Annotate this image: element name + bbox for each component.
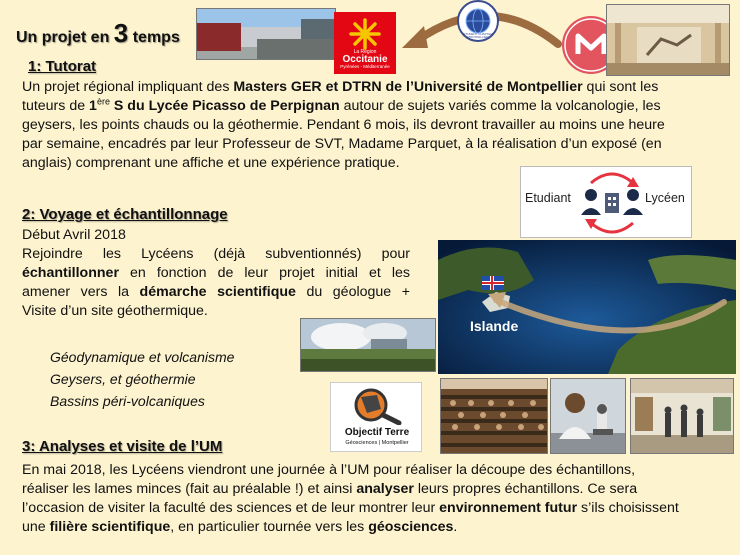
page-title: Un projet en 3 temps [16,18,180,48]
section2-date: Début Avril 2018 [22,227,126,243]
magnifier-icon [347,385,407,425]
objectif-terre-sub: Géosciences | Montpellier [345,440,409,446]
occitanie-name: Occitanie [342,54,388,65]
topic-item-geodynamique: Géodynamique et volcanisme [50,349,235,365]
campus-photo [196,8,336,60]
microscope-photo [550,378,626,454]
section1-text: Un projet régional impliquant des Masters GER et DTRN de l’Université de Montpellier qui sont les tuteurs de 1ère S du Lycée Picasso de Perpignan autour de sujets variés comme la volcanologie, les geysers, les points chauds ou la géothermie. Pendant 6 mois, ils devront travailler au moins une heure par semaine, encadrés par leur Professeur de SVT, Madame Parquet, à la réalisation d’un exposé (en anglais) comprenant une affiche et une expérience pratique. [22,79,665,171]
occitanie-sub: Pyrénées - Méditerranée [340,64,390,69]
globe-map-image [438,240,736,374]
section3-heading: 3: Analyses et visite de l’UM [22,438,223,455]
topic-item-bassins: Bassins péri-volcaniques [50,393,205,409]
lecture-hall-image [441,379,548,454]
topic-list [50,346,234,412]
gallery-image [631,379,734,454]
student-chapter-seal [457,0,499,42]
section3-text: En mai 2018, les Lycéens viendront une journée à l’UM pour réaliser la découpe des échantillons, réaliser les lames minces (fait au préalable !) et ainsi analyser leurs propres échantillons. Ce sera l’occasion de visiter la faculté des sciences et de leur montrer leur environnement futur s’ils choisissent une filière scientifique, en particulier tournée vers les géosciences. [22,462,679,535]
microscope-image [551,379,626,454]
geothermal-photo-image [301,319,436,372]
exchange-icon [577,169,647,237]
lycee-highlight: S du Lycée Picasso de Perpignan [109,98,340,114]
section2-heading: 2: Voyage et échantillonnage [22,206,228,223]
diagram-label-lyceen: Lycéen [645,191,685,205]
exchange-diagram [520,166,692,238]
iceland-map [438,240,736,374]
masters-highlight: Masters GER et DTRN de l’Université de Montpellier [233,79,583,95]
lecture-hall-photo [440,378,548,454]
museum-photo-image [607,5,730,76]
occitanie-logo [334,12,396,74]
map-label: Islande [470,318,519,334]
museum-photo [606,4,730,76]
objectif-terre-logo [330,382,422,452]
section2-text: Rejoindre les Lycéens (déjà subventionnés) pour échantillonner en fonction de leur projet initial et les amener vers la démarche scientifique du géologue + Visite d’un site géothermique. [22,246,410,319]
topic-item-geysers: Geysers, et géothermie [50,371,196,387]
gallery-photo [630,378,734,454]
geothermal-photo [300,318,436,372]
section1-heading: 1: Tutorat [28,58,97,75]
campus-photo-image [197,9,336,60]
occitanie-small: La Région [353,49,377,55]
diagram-label-student: Etudiant [525,191,571,205]
seal-text: STUDENT CHAPTER MONTPELLIER [463,32,493,39]
objectif-terre-name: Objectif Terre [344,427,410,438]
